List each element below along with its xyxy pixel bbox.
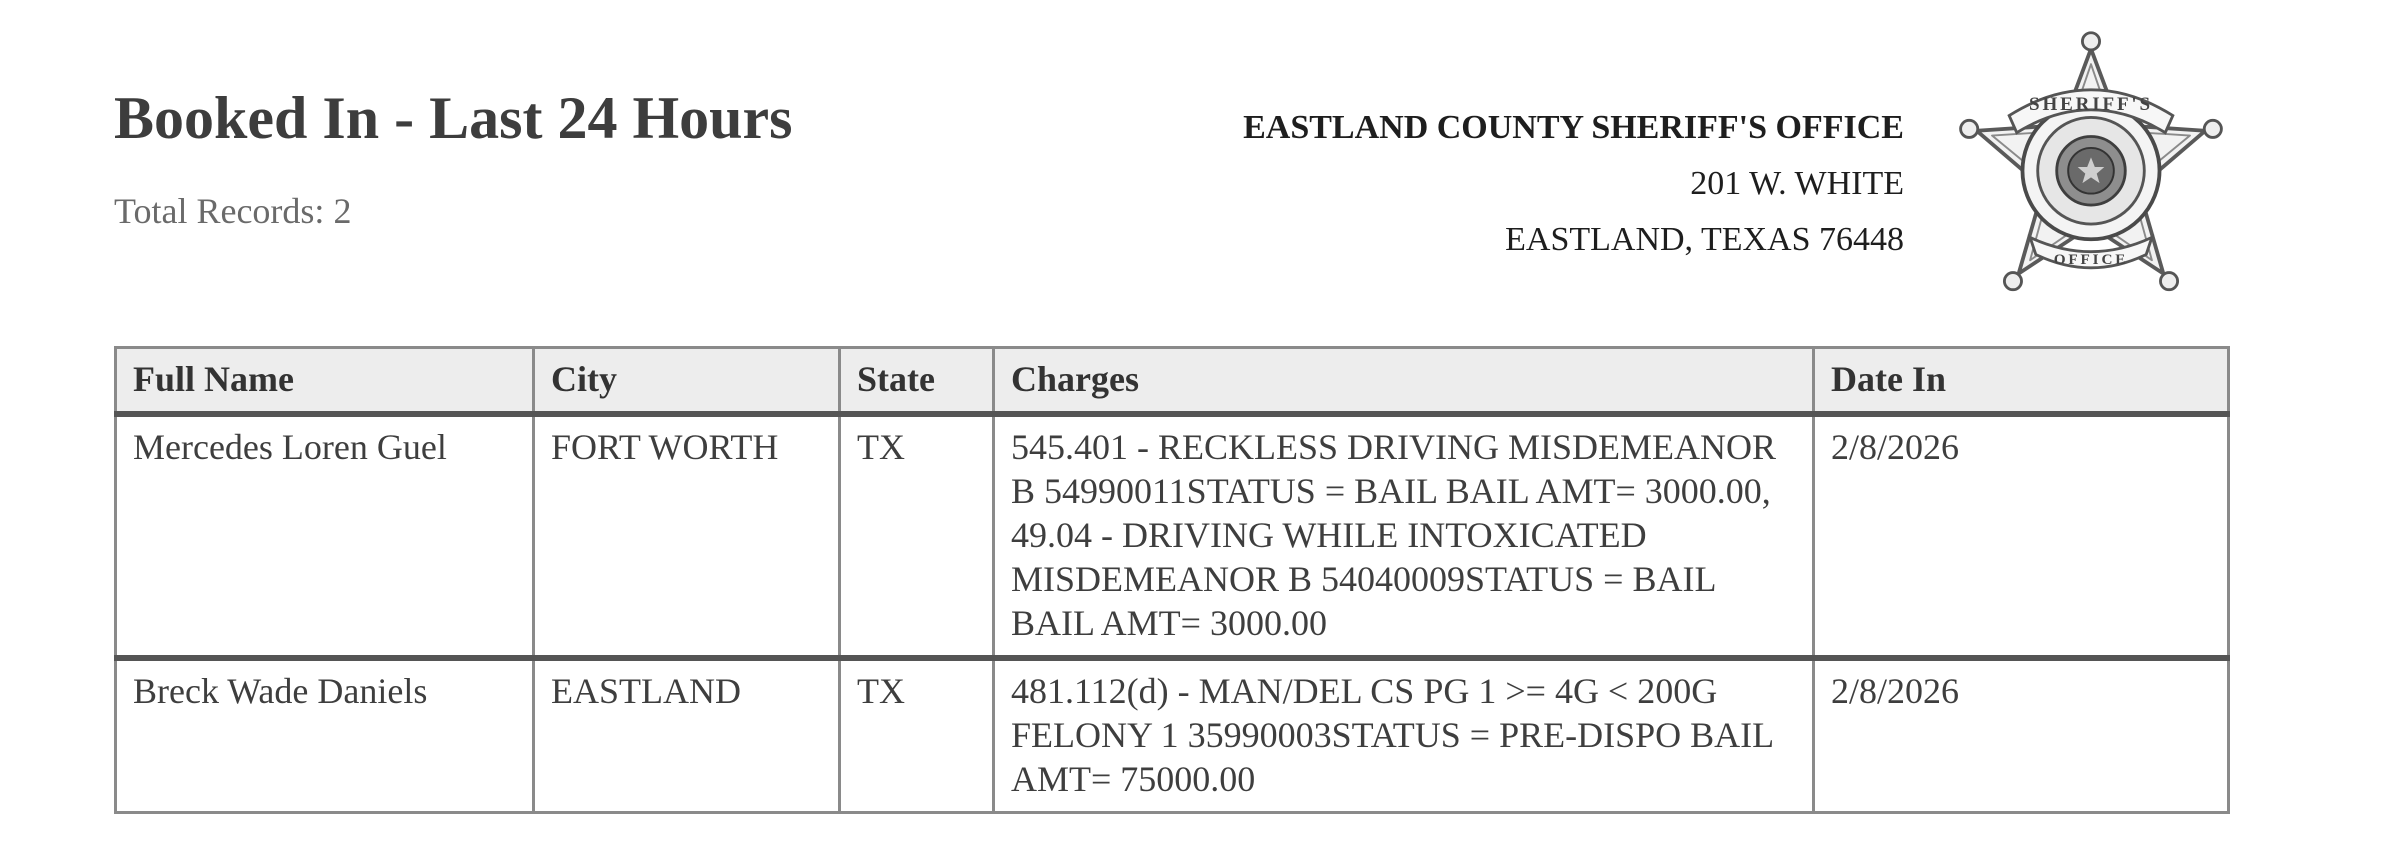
cell-city: FORT WORTH [534, 414, 840, 658]
cell-full-name: Mercedes Loren Guel [116, 414, 534, 658]
total-records-count: 2 [333, 191, 352, 231]
office-name: EASTLAND COUNTY SHERIFF'S OFFICE [1243, 109, 1904, 146]
total-records-label: Total Records: [114, 191, 325, 231]
sheriff-badge-logo [1948, 28, 2234, 304]
svg-text:SHERIFF'S: SHERIFF'S [2029, 93, 2153, 115]
table-header-row [116, 348, 2229, 415]
cell-date-in: 2/8/2026 [1814, 414, 2229, 658]
cell-city: EASTLAND [534, 658, 840, 813]
cell-charges: 481.112(d) - MAN/DEL CS PG 1 >= 4G < 200G FELONY 1 35990003STATUS = PRE-DISPO BAIL AMT= 75000.00 [994, 658, 1814, 813]
office-address-street: 201 W. WHITE [1690, 165, 1904, 202]
page-title: Booked In - Last 24 Hours [114, 85, 793, 151]
column-header-full-name: Full Name [116, 348, 534, 415]
cell-state: TX [840, 414, 994, 658]
office-address-city: EASTLAND, TEXAS 76448 [1505, 221, 1904, 258]
table-row [116, 414, 2229, 658]
column-header-date-in: Date In [1814, 348, 2229, 415]
cell-date-in: 2/8/2026 [1814, 658, 2229, 813]
table-row [116, 658, 2229, 813]
column-header-city: City [534, 348, 840, 415]
office-info [1243, 100, 1904, 268]
column-header-charges: Charges [994, 348, 1814, 415]
cell-state: TX [840, 658, 994, 813]
total-records [114, 190, 351, 232]
booking-records-table [114, 346, 2230, 814]
cell-charges: 545.401 - RECKLESS DRIVING MISDEMEANOR B 54990011STATUS = BAIL BAIL AMT= 3000.00, 49.04 - DRIVING WHILE INTOXICATED MISDEMEANOR B 54040009STATUS = BAIL BAIL AMT= 3000.00 [994, 414, 1814, 658]
svg-text:OFFICE: OFFICE [2053, 251, 2129, 269]
cell-full-name: Breck Wade Daniels [116, 658, 534, 813]
column-header-state: State [840, 348, 994, 415]
